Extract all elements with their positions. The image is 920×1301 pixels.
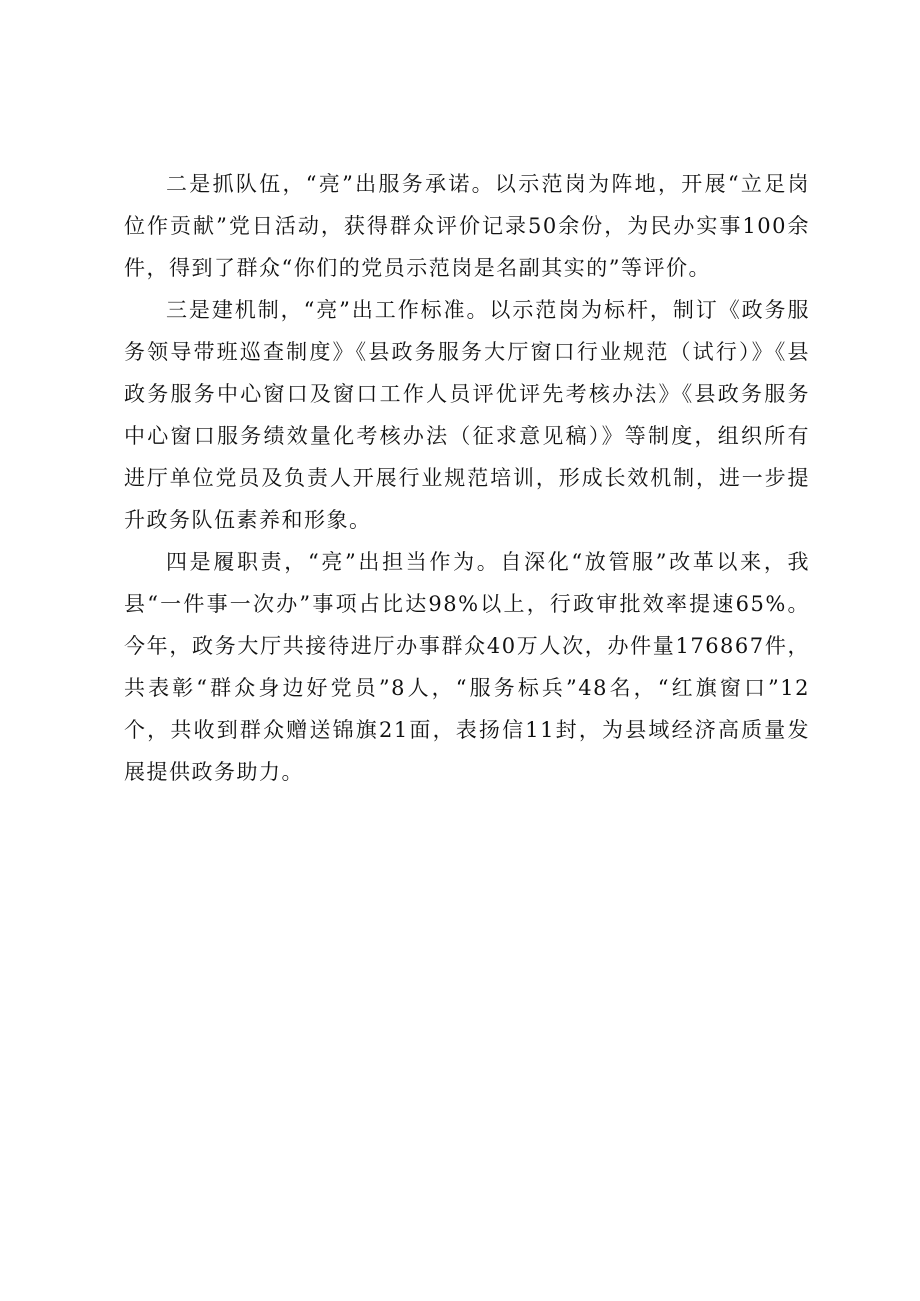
document-body <box>124 163 810 793</box>
paragraph-duty: 四是履职责，“亮”出担当作为。自深化“放管服”改革以来，我县“一件事一次办”事项占比达98%以上，行政审批效率提速65%。今年，政务大厅共接待进厅办事群众40万人次，办件量176867件，共表彰“群众身边好党员”8人，“服务标兵”48名，“红旗窗口”12个，共收到群众赠送锦旗21面，表扬信11封，为县域经济高质量发展提供政务助力。 <box>124 550 810 784</box>
paragraph-mechanism: 三是建机制，“亮”出工作标准。以示范岗为标杆，制订《政务服务领导带班巡查制度》《县政务服务大厅窗口行业规范（试行）》《县政务服务中心窗口及窗口工作人员评优评先考核办法》《县政务服务中心窗口服务绩效量化考核办法（征求意见稿）》等制度，组织所有进厅单位党员及负责人开展行业规范培训，形成长效机制，进一步提升政务队伍素养和形象。 <box>124 298 810 532</box>
paragraph-team: 二是抓队伍，“亮”出服务承诺。以示范岗为阵地，开展“立足岗位作贡献”党日活动，获得群众评价记录50余份，为民办实事100余件，得到了群众“你们的党员示范岗是名副其实的”等评价。 <box>124 172 810 280</box>
